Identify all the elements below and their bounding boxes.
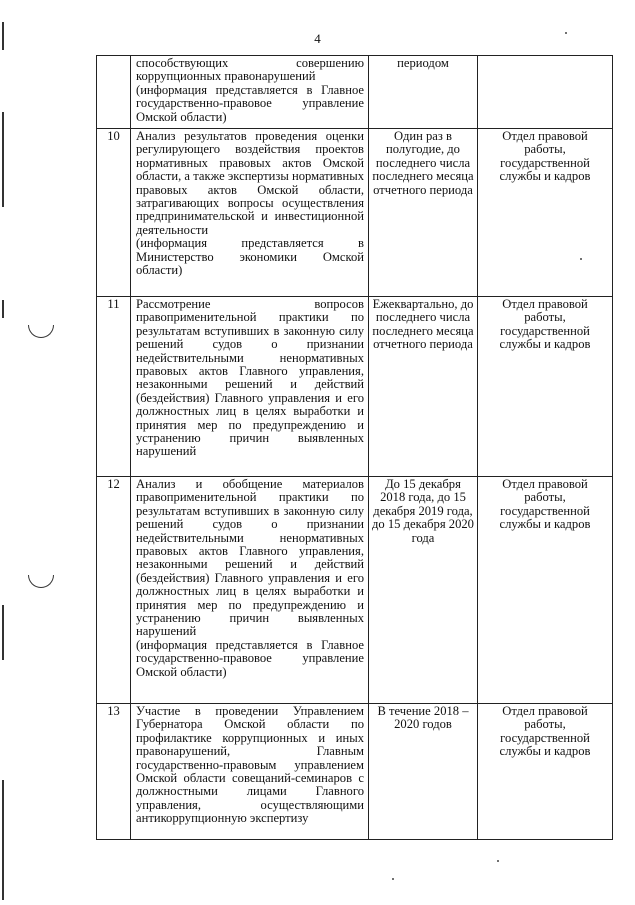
- measure-cell: [131, 56, 369, 129]
- table-row: [97, 477, 613, 704]
- measure-note: (информация представляется в Главное государственно-правовое управление Омской области): [136, 637, 364, 679]
- binding-mark: [2, 780, 4, 900]
- measure-note: (информация представляется в Главное государственно-правовое управление Омской области): [136, 82, 364, 124]
- scan-speck: [497, 860, 499, 862]
- measure-cell: [131, 704, 369, 840]
- table-row: [97, 56, 613, 129]
- measures-table: [96, 55, 613, 840]
- responsible-cell: Отдел правовой работы, государственной службы и кадров: [478, 129, 613, 297]
- binding-mark: [2, 112, 4, 207]
- row-number: 13: [97, 704, 131, 840]
- measure-cell: [131, 129, 369, 297]
- punch-hole-mark: [28, 325, 54, 338]
- table-row: [97, 297, 613, 477]
- responsible-cell: Отдел правовой работы, государственной службы и кадров: [478, 704, 613, 840]
- binding-mark: [2, 605, 4, 660]
- term-cell: Один раз в полугодие, до последнего числа последнего месяца отчетного периода: [369, 129, 478, 297]
- responsible-cell: Отдел правовой работы, государственной службы и кадров: [478, 477, 613, 704]
- row-number: [97, 56, 131, 129]
- measure-cell: [131, 477, 369, 704]
- page-number: 4: [314, 31, 321, 46]
- table-row: [97, 129, 613, 297]
- term-cell: До 15 декабря 2018 года, до 15 декабря 2019 года, до 15 декабря 2020 года: [369, 477, 478, 704]
- measure-text: Анализ результатов проведения оценки регулирующего воздействия проектов нормативных правовых актов Омской области, а также экспертизы нормативных правовых актов Омской области, затрагивающих вопросы осуществления предпринимательской и инвестиционной деятельности: [136, 129, 364, 237]
- term-cell: В течение 2018 – 2020 годов: [369, 704, 478, 840]
- row-number: 10: [97, 129, 131, 297]
- responsible-cell: Отдел правовой работы, государственной службы и кадров: [478, 297, 613, 477]
- responsible-cell: [478, 56, 613, 129]
- measure-text: Анализ и обобщение материалов правоприменительной практики по результатам вступивших в законную силу решений судов о признании недействительными ненормативных правовых актов Главного управления, незаконными решений и действий (бездействия) Главного управления и его должностных лиц в целях выработки и принятия мер по предупреждению и устранению причин выявленных нарушений: [136, 477, 364, 639]
- scan-speck: [392, 878, 394, 880]
- measure-text: Участие в проведении Управлением Губернатора Омской области по профилактике коррупционных и иных правонарушений, Главным государственно-правовым управлением Омской области совещаний-семинаров с должностными лицами Главного управления, осуществляющими антикоррупционную экспертизу: [136, 704, 364, 826]
- punch-hole-mark: [28, 575, 54, 588]
- row-number: 11: [97, 297, 131, 477]
- term-cell: Ежеквартально, до последнего числа последнего месяца отчетного периода: [369, 297, 478, 477]
- measure-text: Рассмотрение вопросов правоприменительной практики по результатам вступивших в законную силу решений судов о признании недействительными ненормативных правовых актов Главного управления, незаконными решений и действий (бездействия) Главного управления и его должностных лиц в целях выработки и принятия мер по предупреждению и устранению причин выявленных нарушений: [136, 297, 364, 459]
- term-cell: периодом: [369, 56, 478, 129]
- row-number: 12: [97, 477, 131, 704]
- measure-note: (информация представляется в Министерство экономики Омской области): [136, 236, 364, 278]
- table-row: [97, 704, 613, 840]
- binding-mark: [2, 300, 4, 318]
- measure-text: способствующих совершению коррупционных правонарушений: [136, 56, 364, 84]
- measure-cell: [131, 297, 369, 477]
